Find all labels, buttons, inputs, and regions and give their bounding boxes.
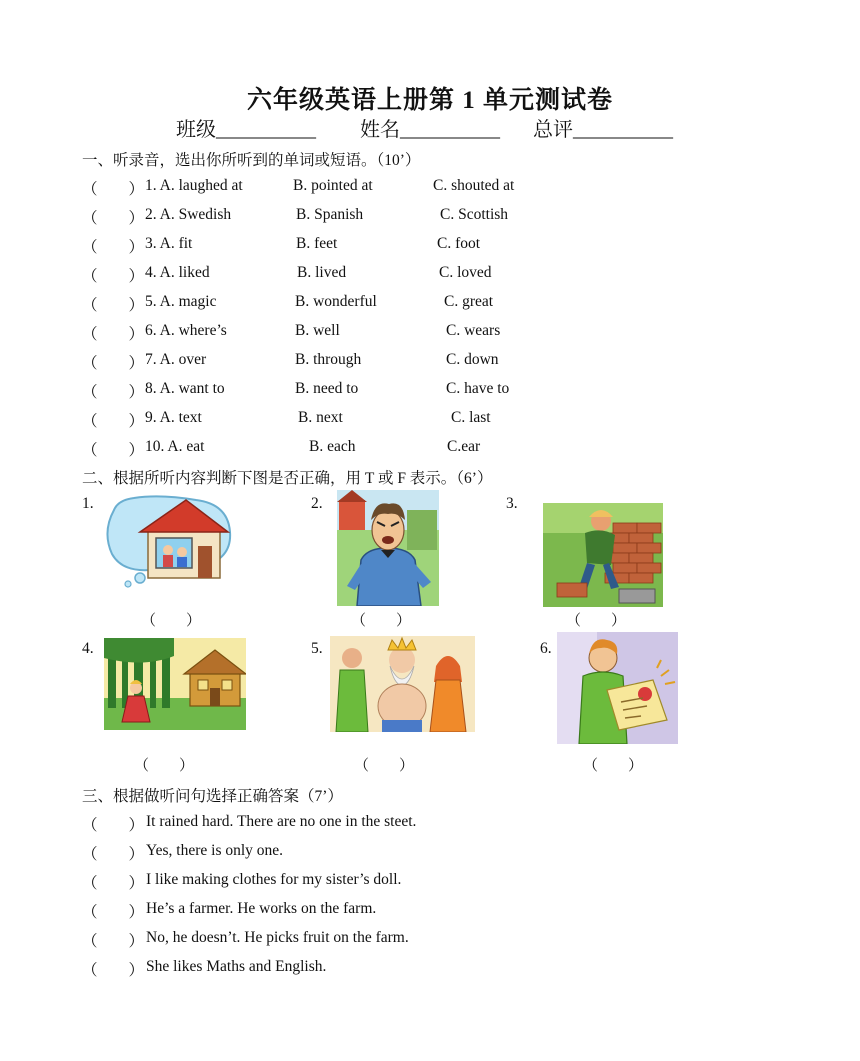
page-title: 六年级英语上册第 1 单元测试卷: [246, 87, 613, 114]
option-b: B. feet: [296, 235, 338, 252]
option-b: B. wonderful: [295, 293, 377, 310]
picture-number: 3.: [506, 495, 518, 512]
picture-number: 2.: [311, 495, 323, 512]
answer-bracket[interactable]: （ ）: [82, 268, 145, 285]
girl-in-forest-image: [104, 638, 246, 730]
answer-bracket[interactable]: （ ）: [82, 239, 145, 256]
answer-bracket[interactable]: （ ）: [82, 326, 145, 343]
picture-number: 5.: [311, 640, 323, 657]
option-a: 9. A. text: [145, 409, 202, 426]
option-c: C. down: [446, 351, 499, 368]
answer-bracket[interactable]: （ ）: [82, 413, 145, 430]
answer-bracket[interactable]: （ ）: [82, 875, 145, 892]
picture-answer-blank[interactable]: （ ）: [134, 758, 195, 774]
answer-sentence: He’s a farmer. He works on the farm.: [146, 900, 377, 917]
option-b: B. need to: [295, 380, 359, 397]
answer-sentence: Yes, there is only one.: [146, 842, 284, 859]
option-a: 10. A. eat: [145, 438, 205, 455]
option-c: C. shouted at: [433, 177, 515, 194]
answer-bracket[interactable]: （ ）: [82, 442, 145, 459]
option-b: B. pointed at: [293, 177, 373, 194]
score-field[interactable]: 总评__________: [533, 119, 673, 141]
answer-bracket[interactable]: （ ）: [82, 181, 145, 198]
answer-sentence: No, he doesn’t. He picks fruit on the farm.: [146, 929, 409, 946]
picture-answer-blank[interactable]: （ ）: [583, 758, 644, 774]
option-b: B. each: [309, 438, 356, 455]
answer-bracket[interactable]: （ ）: [82, 297, 145, 314]
option-a: 8. A. want to: [145, 380, 225, 397]
picture-answer-blank[interactable]: （ ）: [566, 613, 627, 629]
answer-sentence: I like making clothes for my sister’s doll.: [146, 871, 402, 888]
option-c: C. last: [451, 409, 491, 426]
option-b: B. lived: [297, 264, 347, 281]
option-a: 2. A. Swedish: [145, 206, 232, 223]
option-c: C. have to: [446, 380, 510, 397]
option-c: C. Scottish: [440, 206, 509, 223]
picture-answer-blank[interactable]: （ ）: [354, 758, 415, 774]
section-2-heading: 二、根据所听内容判断下图是否正确，用 T 或 F 表示。（6’）: [82, 470, 493, 487]
boy-with-letter-image: [557, 632, 678, 744]
option-c: C. loved: [439, 264, 492, 281]
answer-sentence: It rained hard. There are no one in the steet.: [146, 813, 417, 830]
picture-answer-blank[interactable]: （ ）: [141, 613, 202, 629]
answer-bracket[interactable]: （ ）: [82, 384, 145, 401]
option-c: C. foot: [437, 235, 481, 252]
people-with-king-image: [330, 636, 475, 732]
house-thought-bubble-image: [100, 492, 238, 588]
option-b: B. well: [295, 322, 340, 339]
option-a: 3. A. fit: [145, 235, 193, 252]
name-field[interactable]: 姓名__________: [360, 119, 500, 141]
option-a: 5. A. magic: [145, 293, 217, 310]
option-a: 7. A. over: [145, 351, 207, 368]
section-1-heading: 一、听录音，选出你所听到的单词或短语。（10’）: [82, 152, 421, 169]
option-b: B. Spanish: [296, 206, 364, 223]
option-c: C. great: [444, 293, 494, 310]
option-b: B. next: [298, 409, 343, 426]
option-b: B. through: [295, 351, 362, 368]
answer-bracket[interactable]: （ ）: [82, 210, 145, 227]
option-c: C. wears: [446, 322, 501, 339]
picture-answer-blank[interactable]: （ ）: [351, 613, 412, 629]
answer-bracket[interactable]: （ ）: [82, 846, 145, 863]
option-a: 6. A. where’s: [145, 322, 227, 339]
answer-bracket[interactable]: （ ）: [82, 355, 145, 372]
answer-bracket[interactable]: （ ）: [82, 933, 145, 950]
picture-number: 6.: [540, 640, 552, 657]
builder-brick-wall-image: [543, 503, 663, 607]
section-3-heading: 三、根据做听问句选择正确答案（7’）: [82, 788, 343, 805]
option-a: 1. A. laughed at: [145, 177, 243, 194]
option-a: 4. A. liked: [145, 264, 210, 281]
picture-number: 4.: [82, 640, 94, 657]
answer-bracket[interactable]: （ ）: [82, 904, 145, 921]
picture-number: 1.: [82, 495, 94, 512]
angry-man-image: [337, 490, 439, 606]
answer-bracket[interactable]: （ ）: [82, 962, 145, 979]
answer-sentence: She likes Maths and English.: [146, 958, 327, 975]
class-field[interactable]: 班级__________: [176, 119, 316, 141]
answer-bracket[interactable]: （ ）: [82, 817, 145, 834]
option-c: C.ear: [447, 438, 481, 455]
